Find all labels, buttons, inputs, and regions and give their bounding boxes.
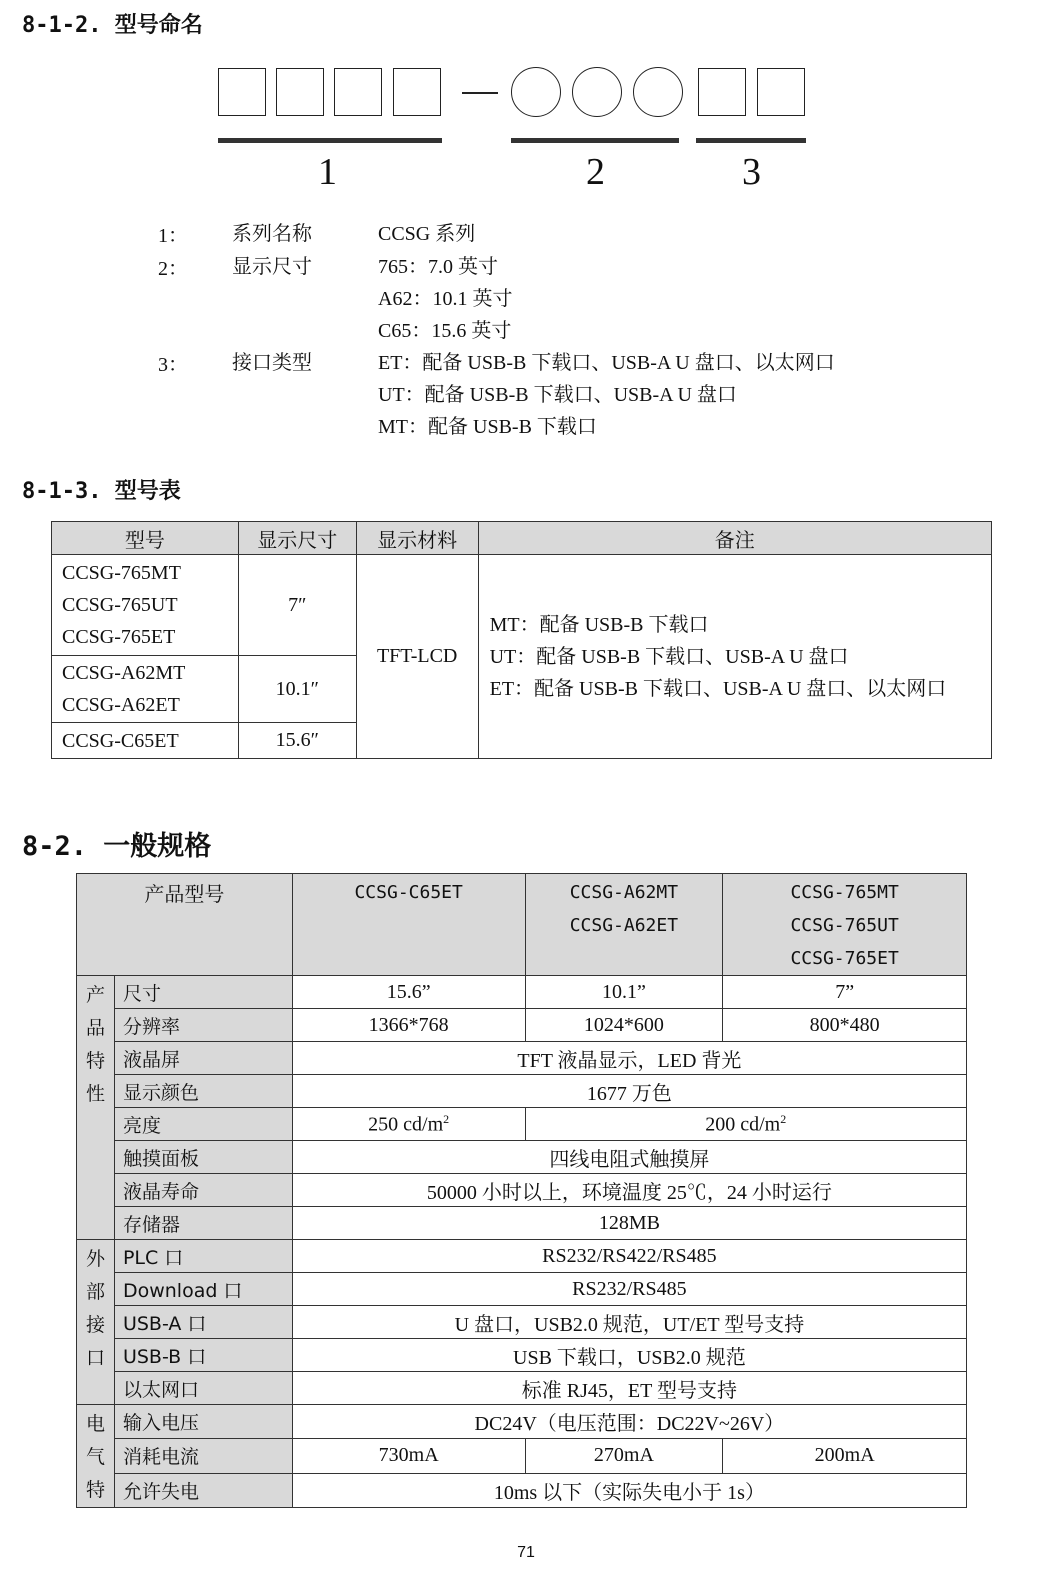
row-label-storage: 存储器: [114, 1207, 292, 1240]
naming-label: 系列名称: [232, 223, 312, 245]
model-name: CCSG-765MT: [62, 562, 181, 584]
section-812-title: 8-1-2. 型号命名: [22, 13, 203, 38]
row-label-usb-b: USB-B 口: [114, 1339, 292, 1372]
spec-value-brightness-c65: [292, 1108, 525, 1141]
model-table: [51, 521, 992, 759]
display-material: TFT-LCD: [356, 555, 478, 759]
spec-value: 标准 RJ45，ET 型号支持: [292, 1372, 966, 1405]
spec-value: 128MB: [292, 1207, 966, 1240]
row-label-lcd-life: 液晶寿命: [114, 1174, 292, 1207]
header-size: 显示尺寸: [238, 522, 356, 555]
page-number: 71: [517, 1544, 535, 1561]
model-name: CCSG-765ET: [790, 948, 899, 969]
category-char: 气: [85, 1446, 105, 1468]
group-label-1: 1: [318, 151, 337, 193]
naming-value: A62：10.1 英寸: [378, 288, 513, 310]
spec-value-brightness-other: [525, 1108, 966, 1141]
model-name: CCSG-765UT: [62, 594, 178, 616]
size-765: 7″: [238, 555, 356, 656]
naming-label: 接口类型: [232, 352, 312, 374]
naming-value: C65：15.6 英寸: [378, 320, 512, 342]
row-label-ethernet: 以太网口: [114, 1372, 292, 1405]
spec-table: [76, 873, 967, 1508]
row-label-lcd: 液晶屏: [114, 1042, 292, 1075]
spec-value: TFT 液晶显示，LED 背光: [292, 1042, 966, 1075]
naming-label: 显示尺寸: [232, 256, 312, 278]
category-char: 电: [85, 1413, 105, 1435]
row-label-power-loss: 允许失电: [114, 1473, 292, 1507]
spec-value: 15.6”: [292, 976, 525, 1009]
group-underline-3: [696, 138, 806, 143]
spec-value: 10.1”: [525, 976, 723, 1009]
spec-value: 730mA: [292, 1439, 525, 1473]
category-char: 接: [85, 1314, 105, 1336]
category-char: 产: [85, 984, 105, 1006]
naming-number: 1：: [158, 225, 188, 247]
category-char: 口: [85, 1347, 105, 1369]
category-interface: [77, 1240, 115, 1405]
placeholder-box: [218, 68, 266, 116]
naming-value: UT：配备 USB-B 下载口、USB-A U 盘口: [378, 384, 737, 406]
diagram-dash: [462, 92, 498, 94]
spec-value: 1024*600: [525, 1009, 723, 1042]
model-name: CCSG-A62ET: [62, 694, 180, 716]
spec-value: 7”: [723, 976, 967, 1009]
naming-value: CCSG 系列: [378, 223, 476, 245]
model-name: CCSG-A62ET: [569, 915, 679, 936]
row-label-touch: 触摸面板: [114, 1141, 292, 1174]
section-813-title: 8-1-3. 型号表: [22, 479, 181, 504]
group-underline-1: [218, 138, 442, 143]
model-name: CCSG-A62MT: [569, 882, 679, 903]
header-product-model: 产品型号: [77, 874, 293, 976]
model-name: CCSG-765ET: [62, 626, 176, 648]
note-line: MT：配备 USB-B 下载口: [489, 613, 709, 636]
header-notes: 备注: [478, 522, 991, 555]
size-c65: 15.6″: [238, 723, 356, 759]
placeholder-circle: [572, 67, 622, 117]
group-underline-2: [511, 138, 679, 143]
category-char: 部: [85, 1281, 105, 1303]
row-label-brightness: 亮度: [114, 1108, 292, 1141]
note-line: UT：配备 USB-B 下载口、USB-A U 盘口: [489, 645, 849, 668]
notes-cell: [478, 555, 991, 759]
category-electrical: [77, 1405, 115, 1508]
spec-value: 800*480: [723, 1009, 967, 1042]
spec-value: 200mA: [723, 1439, 967, 1473]
row-label-current: 消耗电流: [114, 1439, 292, 1473]
placeholder-box: [334, 68, 382, 116]
spec-value: RS232/RS485: [292, 1273, 966, 1306]
naming-value: ET：配备 USB-B 下载口、USB-A U 盘口、以太网口: [378, 352, 835, 374]
category-char: 品: [85, 1017, 105, 1039]
row-label-usb-a: USB-A 口: [114, 1306, 292, 1339]
model-group-a62: [52, 656, 239, 723]
model-group-c65: [52, 723, 239, 759]
superscript: 2: [443, 1111, 450, 1126]
model-name: CCSG-765UT: [790, 915, 899, 936]
header-material: 显示材料: [356, 522, 478, 555]
placeholder-box: [757, 68, 805, 116]
superscript: 2: [780, 1111, 787, 1126]
model-group-765: [52, 555, 239, 656]
row-label-plc: PLC 口: [114, 1240, 292, 1273]
category-char: 特: [85, 1479, 105, 1501]
group-label-3: 3: [742, 151, 761, 193]
category-char: 性: [85, 1083, 105, 1105]
category-char: 外: [85, 1248, 105, 1270]
spec-value: 1677 万色: [292, 1075, 966, 1108]
placeholder-box: [393, 68, 441, 116]
category-char: 特: [85, 1050, 105, 1072]
spec-value: 四线电阻式触摸屏: [292, 1141, 966, 1174]
placeholder-box: [276, 68, 324, 116]
model-name: CCSG-765MT: [790, 882, 899, 903]
naming-number: 3：: [158, 354, 188, 376]
model-name: CCSG-C65ET: [354, 882, 463, 903]
header-model: 型号: [52, 522, 239, 555]
placeholder-box: [698, 68, 746, 116]
header-col-c65: [292, 874, 525, 976]
brightness-value: 250 cd/m: [368, 1113, 444, 1136]
row-label-download: Download 口: [114, 1273, 292, 1306]
model-name: CCSG-C65ET: [62, 729, 179, 752]
spec-value: 50000 小时以上，环境温度 25℃，24 小时运行: [292, 1174, 966, 1207]
placeholder-circle: [511, 67, 561, 117]
spec-value: 270mA: [525, 1439, 723, 1473]
header-col-765: [723, 874, 967, 976]
size-a62: 10.1″: [238, 656, 356, 723]
model-name: CCSG-A62MT: [62, 662, 186, 684]
naming-value: MT：配备 USB-B 下载口: [378, 416, 597, 438]
spec-value: USB 下载口，USB2.0 规范: [292, 1339, 966, 1372]
note-line: ET：配备 USB-B 下载口、USB-A U 盘口、以太网口: [489, 677, 947, 700]
naming-number: 2：: [158, 258, 188, 280]
spec-value: 1366*768: [292, 1009, 525, 1042]
row-label-size: 尺寸: [114, 976, 292, 1009]
spec-value: DC24V（电压范围：DC22V~26V）: [292, 1405, 966, 1439]
spec-value: U 盘口，USB2.0 规范，UT/ET 型号支持: [292, 1306, 966, 1339]
group-label-2: 2: [586, 151, 605, 193]
row-label-voltage: 输入电压: [114, 1405, 292, 1439]
header-col-a62: [525, 874, 723, 976]
category-product: [77, 976, 115, 1240]
naming-value: 765：7.0 英寸: [378, 256, 498, 278]
section-82-title: 8-2. 一般规格: [22, 831, 212, 862]
placeholder-circle: [633, 67, 683, 117]
row-label-colors: 显示颜色: [114, 1075, 292, 1108]
row-label-resolution: 分辨率: [114, 1009, 292, 1042]
brightness-value: 200 cd/m: [705, 1113, 781, 1136]
spec-value: RS232/RS422/RS485: [292, 1240, 966, 1273]
spec-value: 10ms 以下（实际失电小于 1s）: [292, 1473, 966, 1507]
